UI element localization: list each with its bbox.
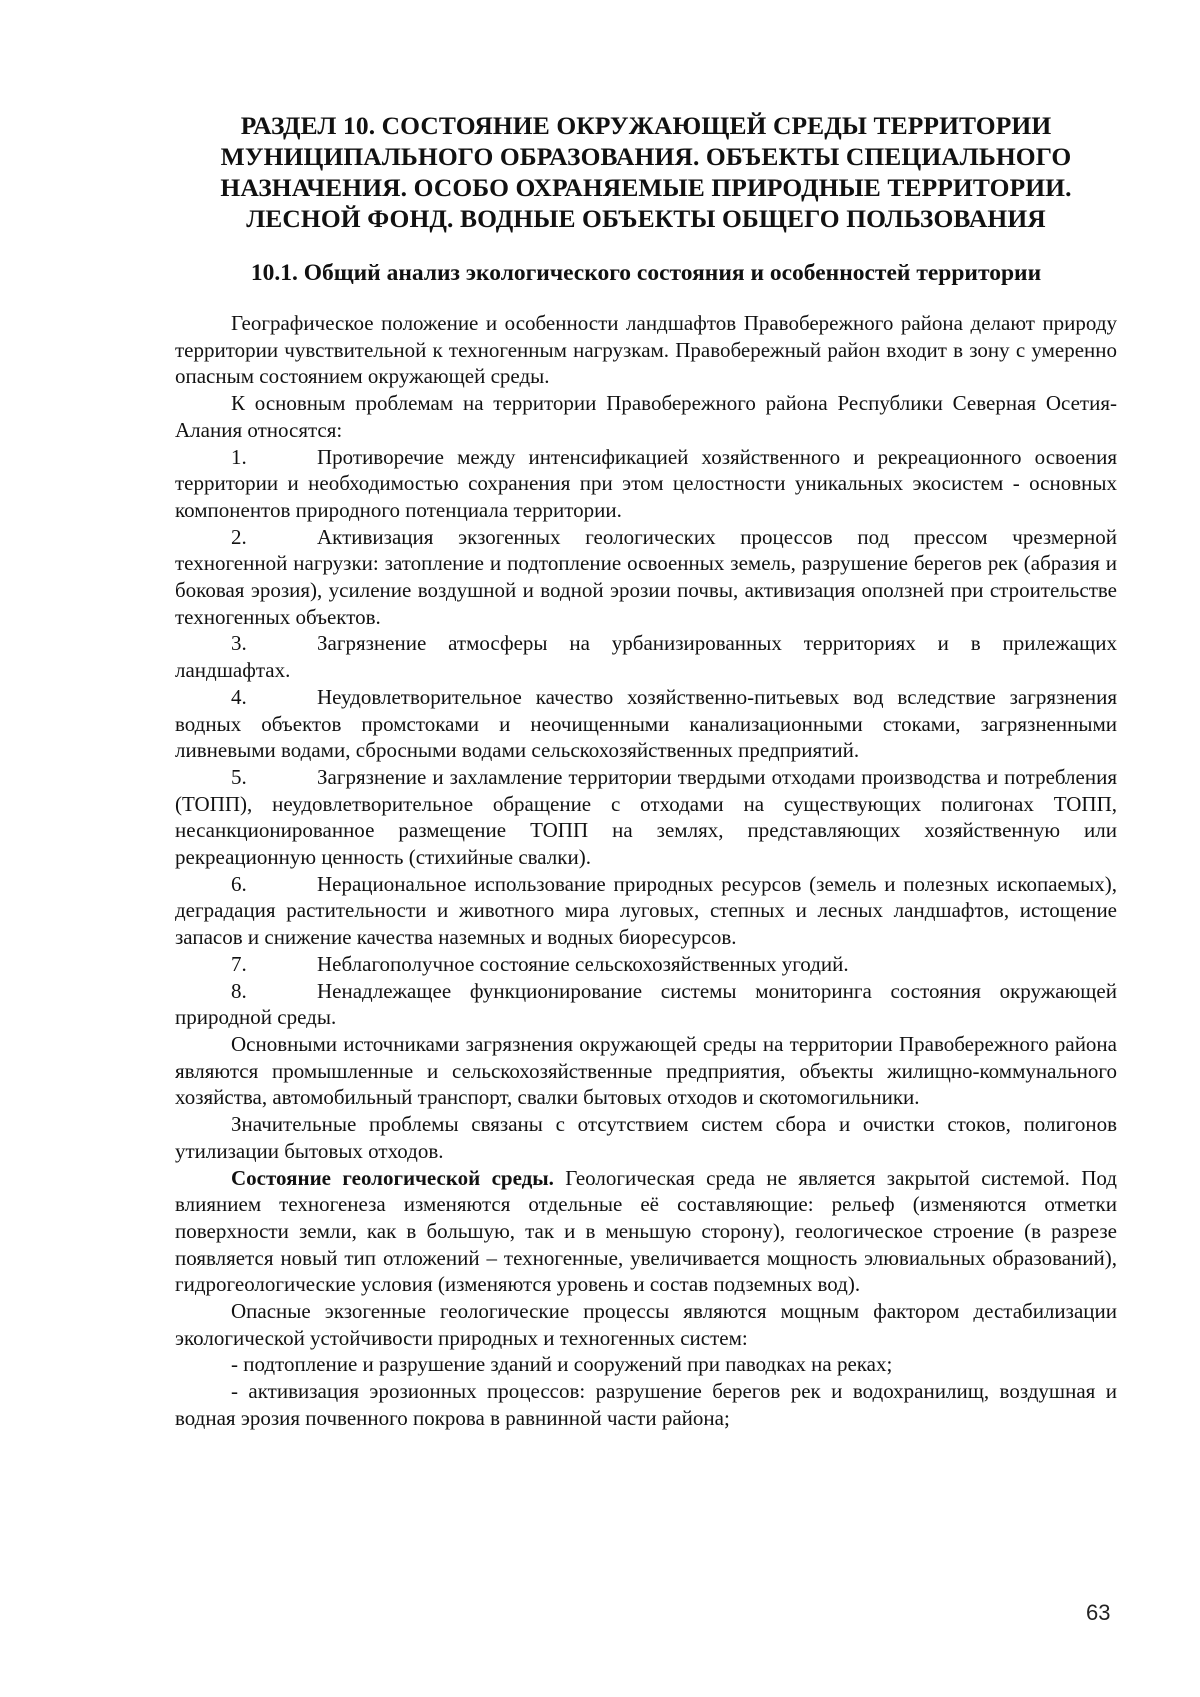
list-item-number: 7. [231,951,247,976]
hazard-item-1: - подтопление и разрушение зданий и сооружений при паводках на реках; [231,1352,893,1377]
hazard-item-2: - активизация эрозионных процессов: разрушение берегов рек и водохранилищ, воздушная и водная эрозия почвенного покрова в равнинной части района; [175,1379,1117,1430]
list-item-number: 6. [231,871,247,896]
list-item [175,684,1117,764]
subsection-title: 10.1. Общий анализ экологического состояния и особенностей территории [250,260,1042,286]
list-item-number: 4. [231,684,247,709]
document-page [175,110,1117,1432]
geology-paragraph [175,1165,1117,1299]
list-item-number: 8. [231,978,247,1003]
intro-paragraph-1: Географическое положение и особенности ландшафтов Правобережного района делают природу территории чувствительной к техногенным нагрузкам. Правобережный район входит в зону с умеренно опасным состоянием окружающей среды. [175,311,1117,389]
list-item [175,524,1117,631]
list-item-text: Неудовлетворительное качество хозяйственно-питьевых вод вследствие загрязнения водных объектов промстоками и неочищенными канализационными стоками, загрязненными ливневыми водами, сбросными водами сельскохозяйственных предприятий. [175,684,1117,763]
section-title: РАЗДЕЛ 10. СОСТОЯНИЕ ОКРУЖАЮЩЕЙ СРЕДЫ ТЕРРИТОРИИ МУНИЦИПАЛЬНОГО ОБРАЗОВАНИЯ. ОБЪЕКТЫ СПЕЦИАЛЬНОГО НАЗНАЧЕНИЯ. ОСОБО ОХРАНЯЕМЫЕ ПРИРОДНЫЕ ТЕРРИТОРИИ. ЛЕСНОЙ ФОНД. ВОДНЫЕ ОБЪЕКТЫ ОБЩЕГО ПОЛЬЗОВАНИЯ [220,111,1072,233]
list-item-text: Нерациональное использование природных ресурсов (земель и полезных ископаемых), деградация растительности и животного мира луговых, степных и лесных ландшафтов, истощение запасов и снижение качества наземных и водных биоресурсов. [175,871,1117,950]
list-item-text: Неблагополучное состояние сельскохозяйственных угодий. [317,951,849,976]
sources-paragraph-1: Основными источниками загрязнения окружающей среды на территории Правобережного района являются промышленные и сельскохозяйственные предприятия, объекты жилищно-коммунального хозяйства, автомобильный транспорт, свалки бытовых отходов и скотомогильники. [175,1031,1117,1110]
list-item [175,630,1117,683]
list-item-number: 1. [231,444,247,469]
list-item-number: 3. [231,631,247,656]
list-item-text: Загрязнение и захламление территории твердыми отходами производства и потребления (ТОПП), неудовлетворительное обращение с отходами на существующих полигонах ТОПП, несанкционированное размещение ТОПП на землях, представляющих хозяйственную или рекреационную ценность (стихийные свалки). [175,764,1117,870]
list-item [175,764,1117,871]
list-item-text: Противоречие между интенсификацией хозяйственного и рекреационного освоения территории и необходимостью сохранения при этом целостности уникальных экосистем - основных компонентов природного потенциала территории. [175,444,1117,522]
list-item-text: Ненадлежащее функционирование системы мониторинга состояния окружающей природной среды. [175,978,1117,1030]
geology-lead: Состояние геологической среды. [231,1165,554,1190]
sources-paragraph-2: Значительные проблемы связаны с отсутствием систем сбора и очистки стоков, полигонов утилизации бытовых отходов. [175,1112,1117,1163]
geology-text: Геологическая среда не является закрытой системой. Под влиянием техногенеза изменяются отдельные её составляющие: рельеф (изменяются отметки поверхности земли, как в большую, так и в меньшую сторону), геологическое строение (в разрезе появляется новый тип отложений – техногенные, увеличивается мощность элювиальных образований), гидрогеологические условия (изменяются уровень и состав подземных вод). [175,1165,1117,1297]
page-number: 63 [1086,1600,1111,1625]
body-text [175,310,1117,1432]
list-item [175,951,1117,978]
list-item [175,978,1117,1031]
intro-paragraph-2: К основным проблемам на территории Правобережного района Республики Северная Осетия-Алания относятся: [175,391,1117,442]
list-item-number: 5. [231,764,247,789]
list-item [175,871,1117,951]
list-item [175,444,1117,524]
list-item-text: Загрязнение атмосферы на урбанизированных территориях и в прилежащих ландшафтах. [175,631,1117,683]
list-item-text: Активизация экзогенных геологических процессов под прессом чрезмерной техногенной нагрузки: затопление и подтопление освоенных земель, разрушение берегов рек (абразия и боковая эрозия), усиление воздушной и водной эрозии почвы, активизация оползней при строительстве техногенных объектов. [175,524,1117,629]
hazards-intro-paragraph: Опасные экзогенные геологические процессы являются мощным фактором дестабилизации экологической устойчивости природных и техногенных систем: [175,1299,1117,1350]
list-item-number: 2. [231,524,247,549]
